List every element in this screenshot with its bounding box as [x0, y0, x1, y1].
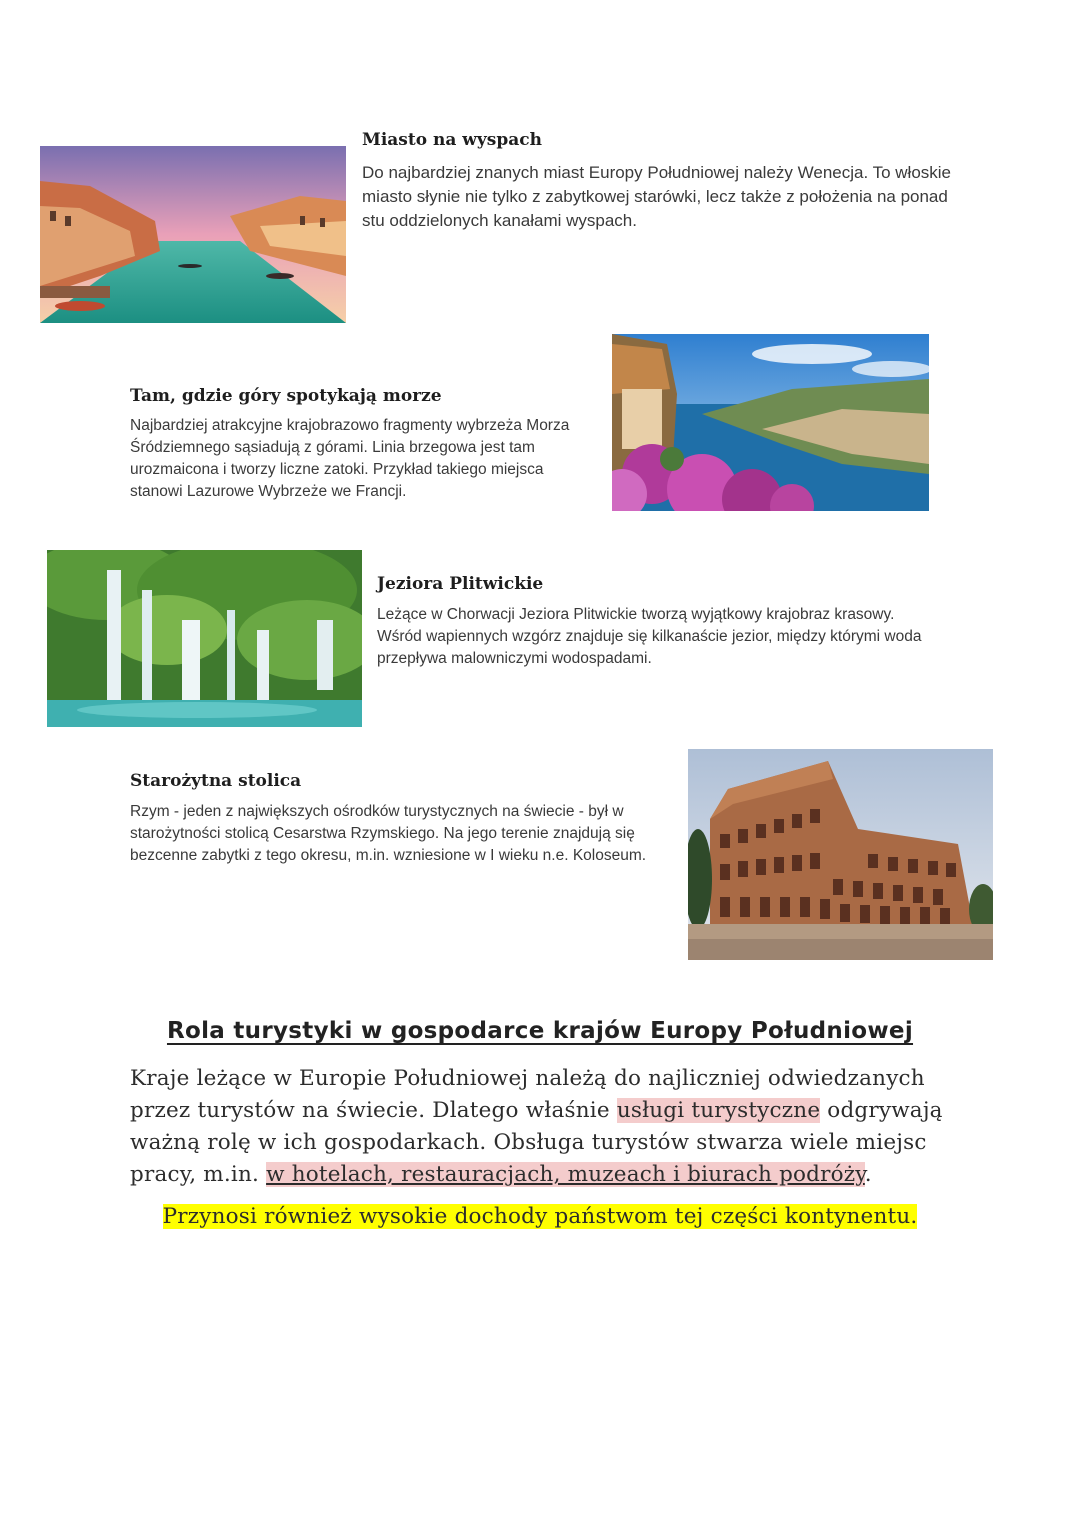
section-text-venice: Do najbardziej znanych miast Europy Południowej należy Wenecja. To włoskie miasto słynie nie tylko z zabytkowej starówki, lecz także z położenia na ponad stu oddzielonych kanałami wyspach. — [362, 163, 952, 230]
section-title-plitvice: Jeziora Plitwickie — [377, 574, 544, 594]
section-text-plitvice: Leżące w Chorwacji Jeziora Plitwickie tworzą wyjątkowy krajobraz krasowy. Wśród wapiennych wzgórz znajduje się kilkanaście jezior, między którymi woda przepływa malowniczymi wodospadami. — [377, 606, 922, 667]
plitvice-waterfalls-image — [47, 550, 362, 727]
summary-text-part2: odgrywają ważną rolę w ich gospodarkach. Obsługa turystów stwarza wiele miejsc pracy, m.in. — [130, 1098, 943, 1187]
summary-text-part1: Kraje leżące w Europie Południowej należą do najliczniej odwiedzanych przez turystów na świecie. Dlatego właśnie — [130, 1066, 925, 1123]
cote-d-azur-image — [612, 334, 929, 511]
highlight-income: Przynosi również wysokie dochody państwom tej części kontynentu. — [162, 1204, 918, 1229]
section-text-riviera: Najbardziej atrakcyjne krajobrazowo fragmenty wybrzeża Morza Śródziemnego sąsiadują z górami. Linia brzegowa jest tam urozmaicona i tworzy liczne zatoki. Przykład takiego miejsca stanowi Lazurowe Wybrzeże we Francji. — [130, 417, 570, 500]
summary-paragraph — [130, 1063, 960, 1191]
summary-conclusion — [0, 1201, 1080, 1233]
highlight-tourist-services: usługi turystyczne — [616, 1098, 821, 1123]
venice-canal-image — [40, 146, 346, 323]
highlight-workplaces: w hotelach, restauracjach, muzeach i biurach podróży — [266, 1162, 865, 1187]
section-title-venice: Miasto na wyspach — [362, 130, 542, 150]
colosseum-image — [688, 749, 993, 960]
section-title-rome: Starożytna stolica — [130, 771, 302, 791]
summary-heading: Rola turystyki w gospodarce krajów Europy Południowej — [166, 1018, 914, 1044]
section-title-riviera: Tam, gdzie góry spotykają morze — [130, 386, 442, 406]
section-text-rome: Rzym - jeden z największych ośrodków turystycznych na świecie - był w starożytności stolicą Cesarstwa Rzymskiego. Na jego terenie znajdują się bezcenne zabytki z tego okresu, m.in. wzniesione w I wieku n.e. Koloseum. — [130, 803, 647, 864]
summary-text-part3: . — [864, 1162, 872, 1187]
